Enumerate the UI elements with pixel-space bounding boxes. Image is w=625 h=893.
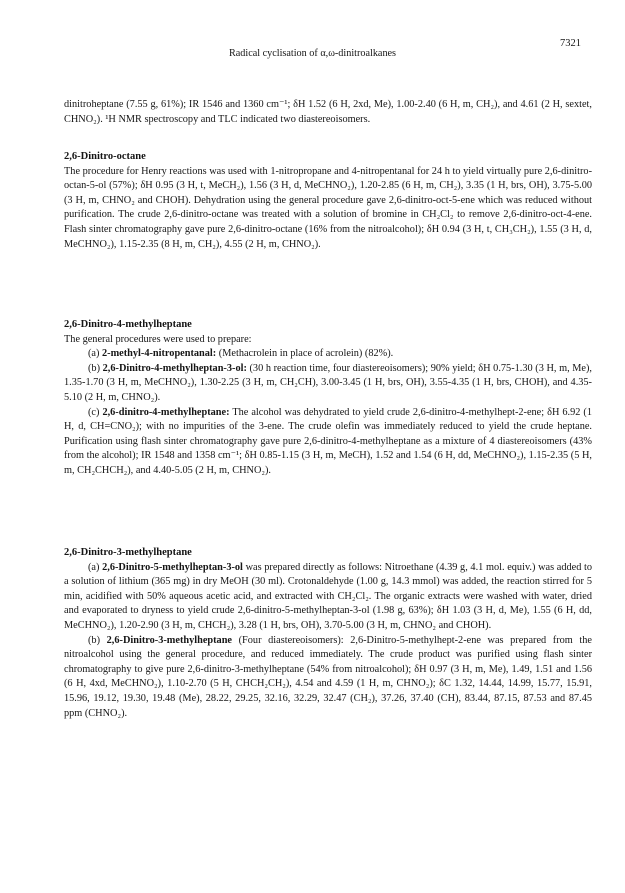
item-label: (b)	[88, 362, 101, 374]
item-text: was prepared directly as follows: Nitroethane (4.39 g, 4.1 mol. equiv.) was added to a solution of lithium (365 mg) in dry MeOH (30 ml). Crotonaldehyde (1.00 g, 14.3 mmol) was added, the reaction stirred for 5 min, acidified with 50% aqueous acetic acid, and extracted with CH₂Cl₂. The organic extracts were washed with water, dried and evaporated to dryness to yield crude 2,6-dinitro-5-methylheptan-3-ol (1.98 g, 63%); δH 1.03 (3 H, d, Me), 1.55 (6 H, dd, MeCHNO₂), 1.20-2.90 (3 H, m, CHCH₂), 3.28 (1 H, brs, OH), 3.70-5.00 (3 H, m, CHNO₂ and CHOH).	[64, 561, 593, 631]
paragraph: dinitroheptane (7.55 g, 61%); IR 1546 and 1360 cm⁻¹; δH 1.52 (6 H, 2xd, Me), 1.00-2.40 (6 H, m, CH₂), and 4.61 (2 H, sextet, CHNO₂). ¹H NMR spectroscopy and TLC indicated two diastereoisomers.	[64, 99, 592, 125]
item-text: The alcohol was dehydrated to yield crude 2,6-dinitro-4-methylhept-2-ene; δH 6.92 (1 H, d, CH=CNO₂); with no impurities of the 3-ene. The crude olefin was immediately reduced to yield the crude heptane. Purification using flash sinter chromatography gave pure 2,6-dinitro-4-methylheptane as a mixture of 4 diastereoisomers (43% from the alcohol); IR 1548 and 1358 cm⁻¹; δH 0.85-1.15 (3 H, m, MeCH), 1.52 and 1.54 (6 H, dd, MeCHNO₂), 1.15-2.35 (5 H, m, CH₂CHCH₂), and 4.40-5.05 (2 H, m, CHNO₂).	[64, 406, 592, 476]
running-title: Radical cyclisation of α,ω-dinitroalkanes	[228, 48, 397, 59]
list-item	[64, 362, 592, 406]
section-dinitro-4-methylheptane	[64, 318, 592, 479]
list-item	[64, 634, 592, 722]
compound-name: 2,6-Dinitro-4-methylheptan-3-ol:	[102, 362, 247, 374]
item-text: (Four diastereoisomers): 2,6-Dinitro-5-methylhept-2-ene was prepared from the nitroalcohol using the general procedure, and reduced immediately. The crude product was purified using flash sinter chromatography to give pure 2,6-dinitro-3-methylheptane (54% from nitroalcohol); δH 0.97 (3 H, m, Me), 1.49, 1.51 and 1.56 (6 H, 4xd, MeCHNO₂), 1.10-2.70 (5 H, CHCH₂CH₂), 4.54 and 4.59 (1 H, m, CHNO₂); δC 1.32, 14.44, 14.99, 15.77, 15.91, 15.96, 19.12, 19.30, 19.48 (Me), 28.22, 29.25, 32.16, 32.29, 32.47 (CH₂), 37.26, 37.40 (CH), 83.44, 87.15, 87.53 and 87.45 ppm (CHNO₂).	[64, 634, 592, 719]
section-intro: The general procedures were used to prepare:	[64, 333, 252, 345]
paragraph: The procedure for Henry reactions was used with 1-nitropropane and 4-nitropentanal for 24 h to yield virtually pure 2,6-dinitro-octan-5-ol (57%); δH 0.95 (3 H, t, MeCH₂), 1.56 (3 H, d, MeCHNO₂), 1.20-2.85 (6 H, m, CH₂), 3.35 (1 H, brs, OH), 3.75-5.00 (3 H, m, CHNO₂ and CHOH). Dehydration using the general procedure gave 2,6-dinitro-oct-5-ene which was reduced without purification. The crude 2,6-dinitro-octane was treated with a solution of bromine in CH₂Cl₂ to remove 2,6-dinitro-oct-4-ene. Flash sinter chromatography gave pure 2,6-dinitro-octane (16% from the nitroalcohol); δH 0.94 (3 H, t, CH₃CH₂), 1.55 (3 H, d, MeCHNO₂), 1.15-2.35 (8 H, m, CH₂), 4.55 (2 H, m, CHNO₂).	[64, 165, 592, 250]
list-item	[64, 406, 592, 479]
section-continuation	[64, 98, 592, 127]
item-label: (a)	[88, 561, 100, 573]
compound-name: 2-methyl-4-nitropentanal:	[102, 348, 217, 360]
item-text: (30 h reaction time, four diastereoisomers); 90% yield; δH 0.75-1.30 (3 H, m, Me), 1.35-1.70 (3 H, m, MeCHNO₂), 1.30-2.25 (3 H, m, CH₂CH), 3.00-3.45 (1 H, brs, OH), 3.55-4.35 (1 H, brs, CHOH), and 4.35-5.10 (2 H, m, CHNO₂).	[64, 362, 592, 403]
item-text: (Methacrolein in place of acrolein) (82%).	[216, 348, 394, 360]
item-label: (b)	[88, 634, 101, 646]
list-item	[64, 561, 592, 634]
section-heading: 2,6-Dinitro-octane	[64, 151, 146, 162]
section-dinitro-octane	[64, 150, 592, 252]
section-heading: 2,6-Dinitro-3-methylheptane	[64, 547, 192, 558]
section-heading: 2,6-Dinitro-4-methylheptane	[64, 319, 192, 330]
item-label: (a)	[88, 348, 100, 360]
compound-name: 2,6-Dinitro-5-methylheptan-3-ol	[102, 561, 243, 573]
item-label: (c)	[88, 406, 100, 418]
compound-name: 2,6-dinitro-4-methylheptane:	[102, 406, 230, 418]
list-item	[64, 347, 592, 362]
compound-name: 2,6-Dinitro-3-methylheptane	[106, 634, 233, 646]
page-number: 7321	[560, 38, 581, 49]
section-dinitro-3-methylheptane	[64, 546, 592, 721]
